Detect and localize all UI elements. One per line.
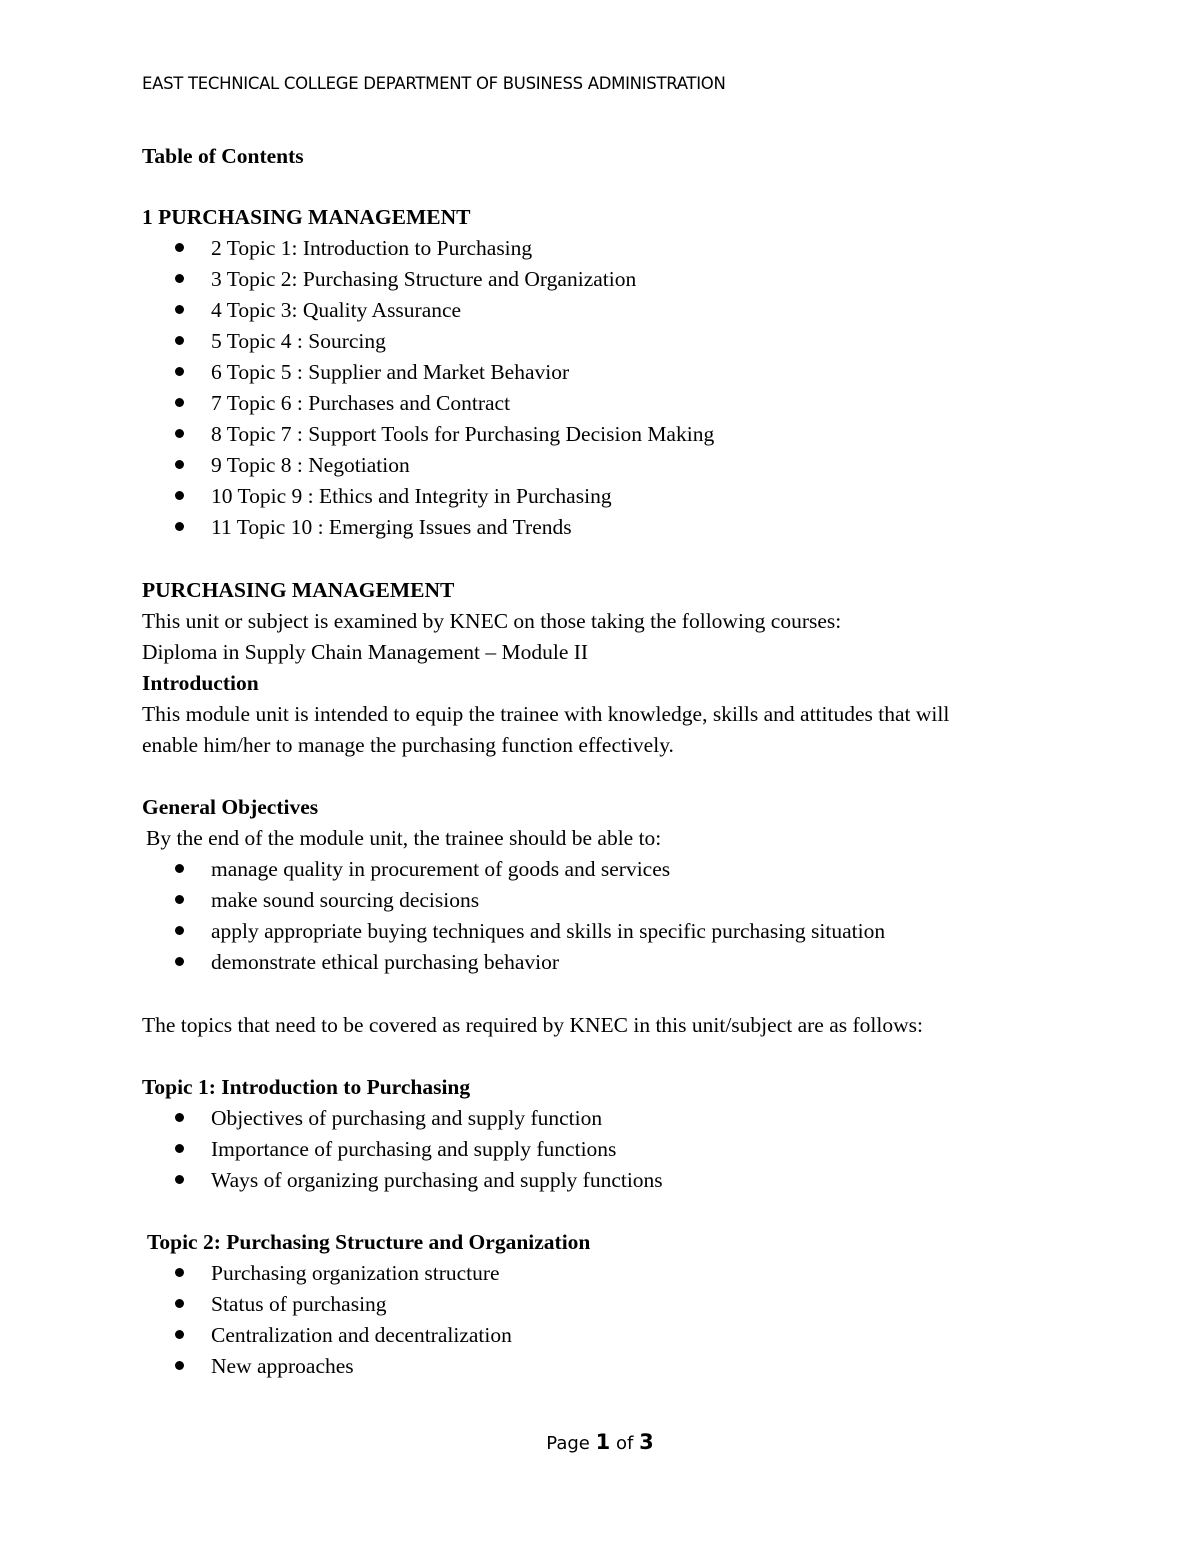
footer-page-word: Page: [546, 1433, 590, 1454]
bullet-icon: [175, 1361, 184, 1370]
toc-item[interactable]: 4 Topic 3: Quality Assurance: [211, 298, 462, 322]
topic2-item: New approaches: [211, 1354, 354, 1378]
bullet-icon: [175, 1268, 184, 1277]
bullet-icon: [175, 1299, 184, 1308]
topics-intro-text: The topics that need to be covered as required by KNEC in this unit/subject are as follows:: [142, 1013, 923, 1037]
topic1-heading: Topic 1: Introduction to Purchasing: [142, 1075, 471, 1099]
bullet-icon: [175, 274, 184, 283]
toc-title: Table of Contents: [142, 144, 304, 168]
topic1-item: Objectives of purchasing and supply function: [211, 1106, 603, 1130]
bullet-icon: [175, 243, 184, 252]
topic1-item: Ways of organizing purchasing and supply functions: [211, 1168, 663, 1192]
objective-item: apply appropriate buying techniques and skills in specific purchasing situation: [211, 919, 886, 943]
bullet-icon: [175, 926, 184, 935]
unit-examined-text: This unit or subject is examined by KNEC on those taking the following courses:: [142, 609, 842, 633]
objectives-lead: By the end of the module unit, the trainee should be able to:: [146, 826, 662, 850]
footer-current-page: 1: [595, 1430, 611, 1454]
bullet-icon: [175, 895, 184, 904]
bullet-icon: [175, 367, 184, 376]
bullet-icon: [175, 336, 184, 345]
objective-item: make sound sourcing decisions: [211, 888, 480, 912]
bullet-icon: [175, 491, 184, 500]
topic2-item: Status of purchasing: [211, 1292, 387, 1316]
toc-item[interactable]: 7 Topic 6 : Purchases and Contract: [211, 391, 511, 415]
unit-course-text: Diploma in Supply Chain Management – Module II: [142, 640, 589, 664]
toc-item[interactable]: 5 Topic 4 : Sourcing: [211, 329, 386, 353]
toc-item[interactable]: 3 Topic 2: Purchasing Structure and Organization: [211, 267, 637, 291]
page-number-footer: [0, 1430, 1200, 1454]
bullet-icon: [175, 1175, 184, 1184]
topic2-item: Purchasing organization structure: [211, 1261, 500, 1285]
bullet-icon: [175, 1113, 184, 1122]
bullet-icon: [175, 460, 184, 469]
intro-text-line1: This module unit is intended to equip the trainee with knowledge, skills and attitudes that will: [142, 702, 950, 726]
bullet-icon: [175, 957, 184, 966]
toc-item[interactable]: 2 Topic 1: Introduction to Purchasing: [211, 236, 533, 260]
unit-title: PURCHASING MANAGEMENT: [142, 578, 455, 602]
objective-item: manage quality in procurement of goods and services: [211, 857, 671, 881]
toc-item[interactable]: 10 Topic 9 : Ethics and Integrity in Purchasing: [211, 484, 612, 508]
bullet-icon: [175, 398, 184, 407]
objective-item: demonstrate ethical purchasing behavior: [211, 950, 560, 974]
bullet-icon: [175, 429, 184, 438]
bullet-icon: [175, 864, 184, 873]
topic2-heading: Topic 2: Purchasing Structure and Organization: [147, 1230, 591, 1254]
toc-item[interactable]: 8 Topic 7 : Support Tools for Purchasing Decision Making: [211, 422, 715, 446]
bullet-icon: [175, 305, 184, 314]
toc-item[interactable]: 9 Topic 8 : Negotiation: [211, 453, 410, 477]
topic2-item: Centralization and decentralization: [211, 1323, 512, 1347]
intro-text-line2: enable him/her to manage the purchasing function effectively.: [142, 733, 674, 757]
toc-item[interactable]: 6 Topic 5 : Supplier and Market Behavior: [211, 360, 570, 384]
toc-section-heading: 1 PURCHASING MANAGEMENT: [142, 205, 471, 229]
bullet-icon: [175, 1144, 184, 1153]
page-header: EAST TECHNICAL COLLEGE DEPARTMENT OF BUSINESS ADMINISTRATION: [142, 74, 726, 93]
bullet-icon: [175, 1330, 184, 1339]
intro-heading: Introduction: [142, 671, 259, 695]
topic1-item: Importance of purchasing and supply functions: [211, 1137, 617, 1161]
footer-total-pages: 3: [639, 1430, 654, 1454]
bullet-icon: [175, 522, 184, 531]
toc-item[interactable]: 11 Topic 10 : Emerging Issues and Trends: [211, 515, 572, 539]
objectives-heading: General Objectives: [142, 795, 319, 819]
footer-of-word: of: [615, 1433, 634, 1454]
